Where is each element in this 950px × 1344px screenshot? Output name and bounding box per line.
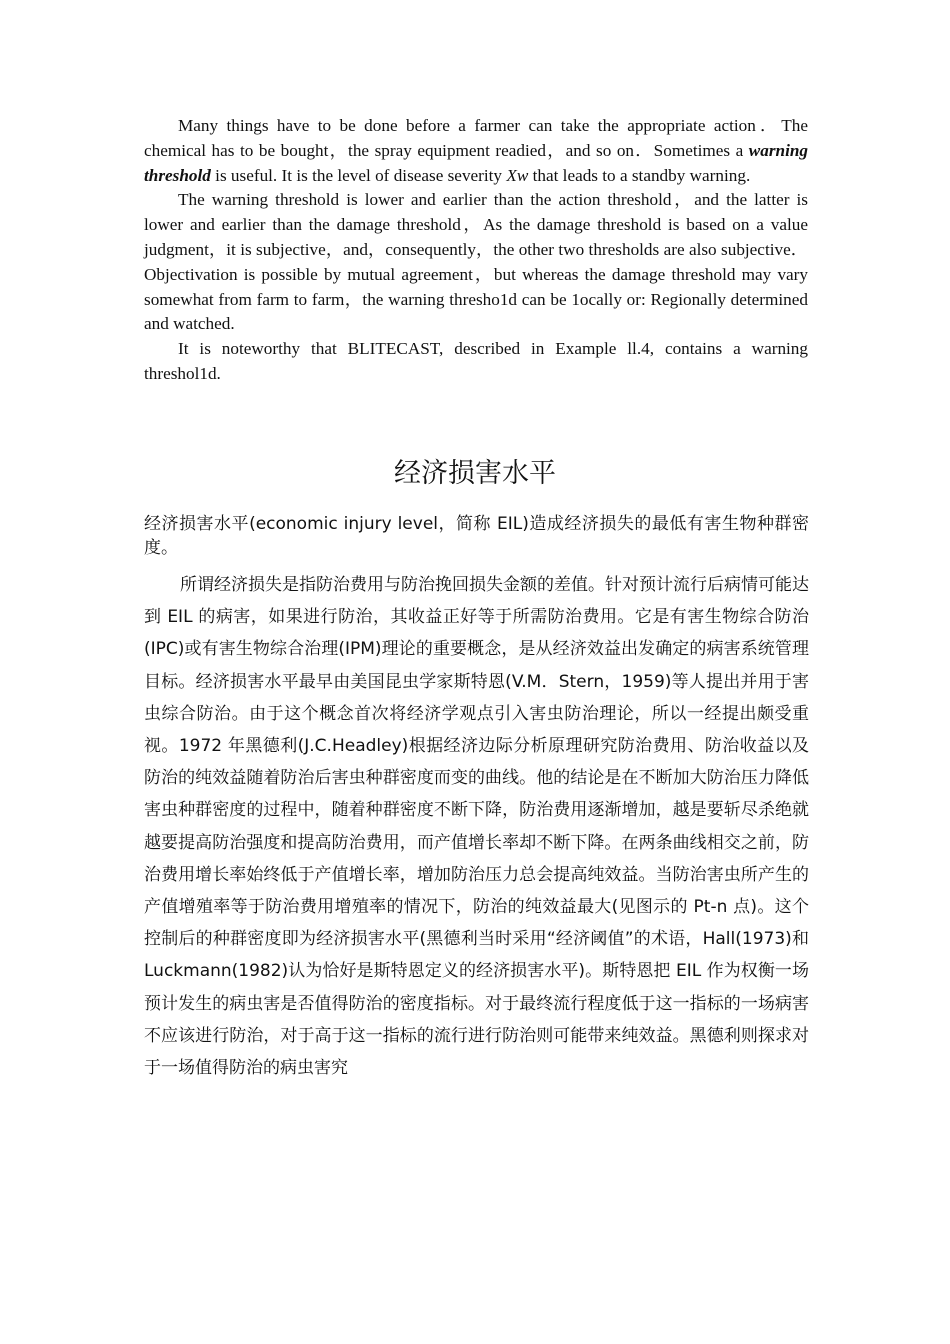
variable-xw: Xw <box>506 165 529 185</box>
paragraph-blitecast-note: It is noteworthy that BLITECAST, described in Example ll.4, contains a warning threshol1d. <box>144 339 808 383</box>
paragraph-threshold-comparison: The warning threshold is lower and earlier than the action threshold，and the latter is lower and earlier than the damage threshold，As the damage threshold is based on a value judgment，it is subjective，and，consequently，the other two thresholds are also subjective．Objectivation is possible by mutual agreement，but whereas the damage threshold may vary somewhat from farm to farm，the warning thresho1d can be 1ocally or: Regionally determined and watched. <box>144 190 808 334</box>
text-run: is useful. It is the level of disease severity <box>210 165 507 185</box>
term-warning-threshold: warning threshold <box>144 140 808 185</box>
chinese-text-block <box>144 512 809 1084</box>
text-run: that leads to a standby warning. <box>528 165 751 185</box>
section-title: 经济损害水平 <box>394 458 556 490</box>
body-paragraph: 所谓经济损失是指防治费用与防治挽回损失金额的差值。针对预计流行后病情可能达到 EIL 的病害，如果进行防治，其收益正好等于所需防治费用。它是有害生物综合防治(IPC)或有害生物综合治理(IPM)理论的重要概念，是从经济效益出发确定的病害系统管理目标。经济损害水平最早由美国昆虫学家斯特恩(V.M．Stern，1959)等人提出并用于害虫综合防治。由于这个概念首次将经济学观点引入害虫防治理论，所以一经提出颇受重视。1972 年黑德利(J.C.Headley)根据经济边际分析原理研究防治费用、防治收益以及防治的纯效益随着防治后害虫种群密度而变的曲线。他的结论是在不断加大防治压力降低害虫种群密度的过程中，随着种群密度不断下降，防治费用逐渐增加，越是要斩尽杀绝就越要提高防治强度和提高防治费用，而产值增长率却不断下降。在两条曲线相交之前，防治费用增长率始终低于产值增长率，增加防治压力总会提高纯效益。当防治害虫所产生的产值增殖率等于防治费用增殖率的情况下，防治的纯效益最大(见图示的 Pt-n 点)。这个控制后的种群密度即为经济损害水平(黑德利当时采用“经济阈值”的术语，Hall(1973)和 Luckmann(1982)认为恰好是斯特恩定义的经济损害水平)。斯特恩把 EIL 作为权衡一场预计发生的病虫害是否值得防治的密度指标。对于最终流行程度低于这一指标的一场病害不应该进行防治，对于高于这一指标的流行进行防治则可能带来纯效益。黑德利则探求对于一场值得防治的病虫害究 <box>144 575 809 1079</box>
english-text-block <box>144 114 808 387</box>
definition-paragraph: 经济损害水平(economic injury level，简称 EIL)造成经济损失的最低有害生物种群密度。 <box>144 514 809 558</box>
text-run: Many things have to be done before a farmer can take the appropriate action．The chemical has to be bought，the spray equipment readied，and so on．Sometimes a <box>144 116 808 160</box>
paragraph-warning-threshold-intro <box>144 114 808 188</box>
